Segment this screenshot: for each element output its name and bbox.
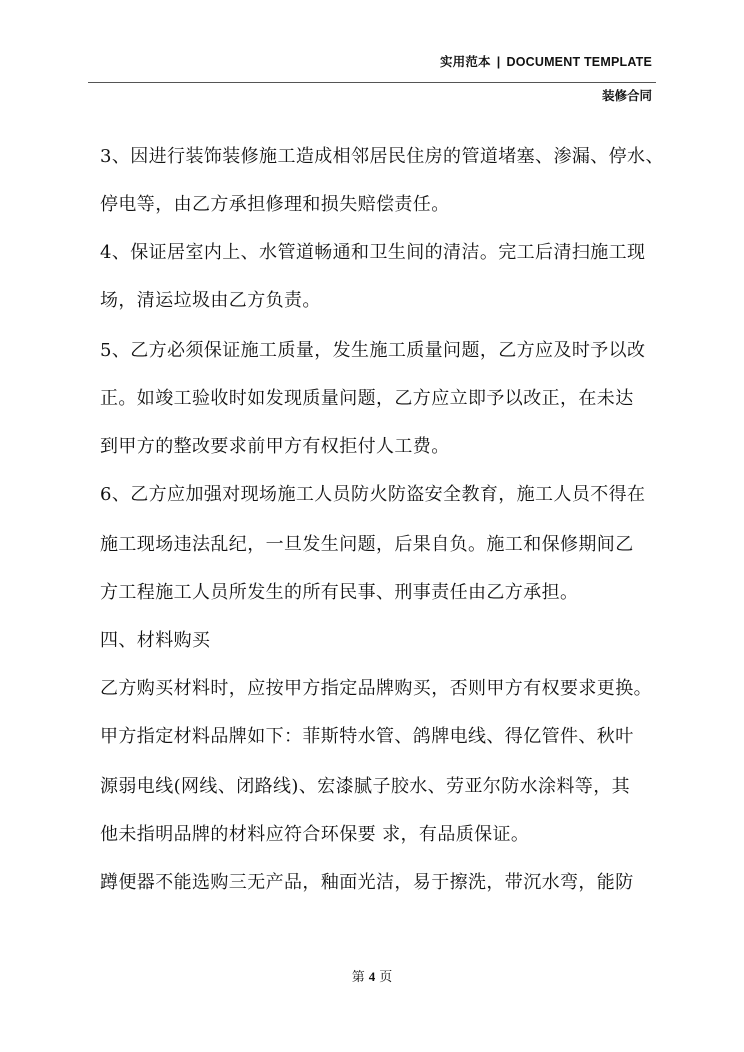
body-line: 正。如竣工验收时如发现质量问题，乙方应立即予以改正，在未达 <box>100 388 634 409</box>
body-line: 蹲便器不能选购三无产品，釉面光洁，易于擦洗，带沉水弯，能防 <box>100 872 634 893</box>
body-line: 5、乙方必须保证施工质量，发生施工质量问题，乙方应及时予以改 <box>100 340 646 361</box>
footer-prefix: 第 <box>351 970 365 985</box>
body-line: 方工程施工人员所发生的所有民事、刑事责任由乙方承担。 <box>100 582 579 603</box>
body-line: 乙方购买材料时，应按甲方指定品牌购买，否则甲方有权要求更换。 <box>100 678 652 699</box>
running-header <box>440 52 652 70</box>
header-brand: 实用范本 <box>439 55 491 69</box>
body-line: 他未指明品牌的材料应符合环保要 求，有品质保证。 <box>100 824 530 845</box>
header-subtitle: 装修合同 <box>601 89 652 103</box>
body-line: 4、保证居室内上、水管道畅通和卫生间的清洁。完工后清扫施工现 <box>100 242 646 263</box>
body-line: 源弱电线(网线、闭路线)、宏漆腻子胶水、劳亚尔防水涂料等，其 <box>100 776 631 797</box>
section-heading: 四、材料购买 <box>100 630 211 651</box>
page-footer <box>0 966 744 985</box>
header-doc-type: DOCUMENT TEMPLATE <box>506 55 652 69</box>
body-line: 3、因进行装饰装修施工造成相邻居民住房的管道堵塞、渗漏、停水、 <box>100 146 664 167</box>
body-line: 甲方指定材料品牌如下：菲斯特水管、鸽牌电线、得亿管件、秋叶 <box>100 726 634 747</box>
header-separator: | <box>496 55 501 69</box>
body-line: 到甲方的整改要求前甲方有权拒付人工费。 <box>100 436 450 457</box>
body-line: 6、乙方应加强对现场施工人员防火防盗安全教育，施工人员不得在 <box>100 484 646 505</box>
body-line: 施工现场违法乱纪，一旦发生问题，后果自负。施工和保修期间乙 <box>100 534 634 555</box>
page-number: 4 <box>368 969 376 984</box>
body-line: 停电等，由乙方承担修理和损失赔偿责任。 <box>100 194 450 215</box>
body-line: 场，清运垃圾由乙方负责。 <box>100 290 321 311</box>
header-divider <box>88 82 656 83</box>
footer-suffix: 页 <box>379 970 393 985</box>
